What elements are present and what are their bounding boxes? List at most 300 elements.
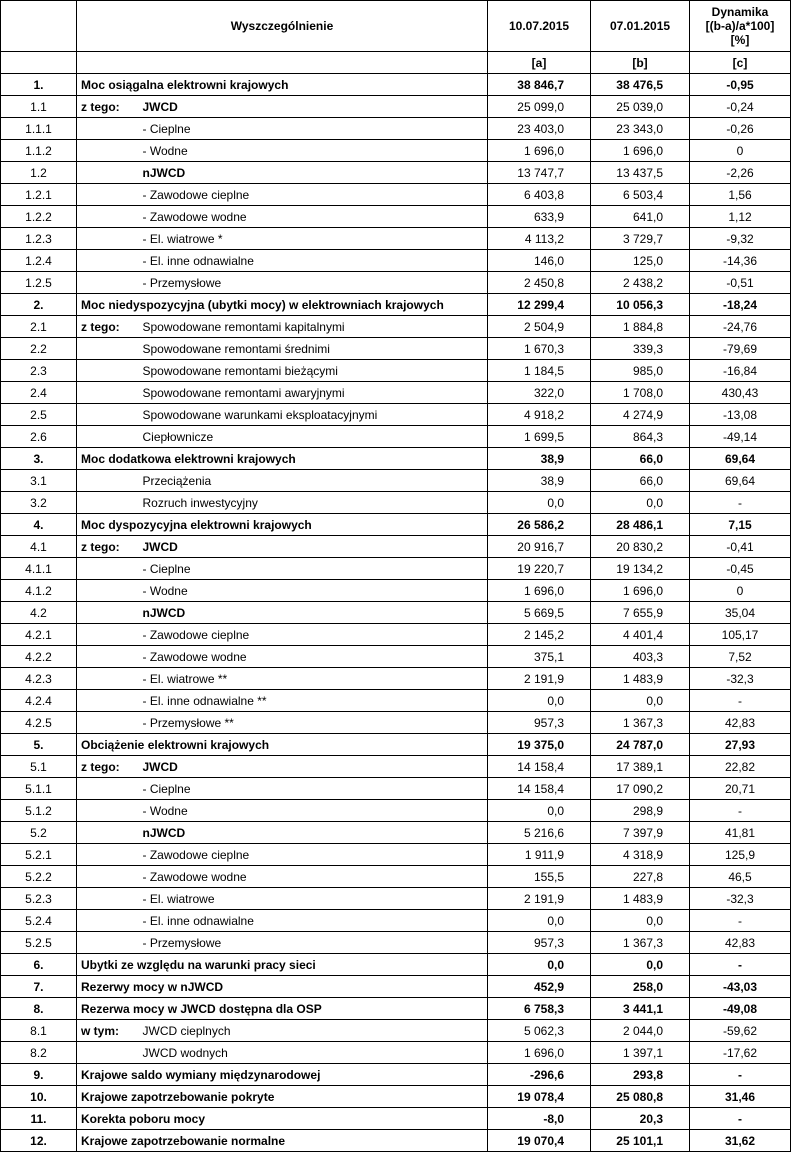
row-label: - Zawodowe wodne [139, 206, 488, 228]
value-b: 1 884,8 [591, 316, 690, 338]
row-number: 1.2.1 [1, 184, 77, 206]
table-row [1, 1086, 791, 1108]
value-a: 1 184,5 [488, 360, 591, 382]
row-qualifier [77, 822, 139, 844]
row-qualifier [77, 866, 139, 888]
table-row [1, 646, 791, 668]
value-dynamics: 125,9 [690, 844, 791, 866]
table-row [1, 822, 791, 844]
header-lp [1, 1, 77, 52]
row-qualifier: z tego: [77, 316, 139, 338]
header-dynamics-line1: Dynamika [711, 5, 769, 19]
table-row [1, 998, 791, 1020]
value-b: 13 437,5 [591, 162, 690, 184]
value-a: 2 504,9 [488, 316, 591, 338]
value-b: 4 401,4 [591, 624, 690, 646]
row-label: Spowodowane remontami średnimi [139, 338, 488, 360]
value-dynamics: - [690, 954, 791, 976]
value-dynamics: -79,69 [690, 338, 791, 360]
header-description: Wyszczególnienie [77, 1, 488, 52]
value-dynamics: -32,3 [690, 668, 791, 690]
table-row [1, 668, 791, 690]
value-a: 12 299,4 [488, 294, 591, 316]
value-b: 1 483,9 [591, 888, 690, 910]
value-a: 375,1 [488, 646, 591, 668]
value-a: 5 062,3 [488, 1020, 591, 1042]
row-qualifier [77, 602, 139, 624]
row-label: JWCD [139, 756, 488, 778]
value-b: 10 056,3 [591, 294, 690, 316]
value-dynamics: -59,62 [690, 1020, 791, 1042]
header-dynamics-line3: [%] [730, 33, 750, 47]
row-qualifier [77, 206, 139, 228]
row-number: 2.3 [1, 360, 77, 382]
value-a: 0,0 [488, 690, 591, 712]
row-label: nJWCD [139, 162, 488, 184]
value-dynamics: 20,71 [690, 778, 791, 800]
value-a: 2 450,8 [488, 272, 591, 294]
row-number: 10. [1, 1086, 77, 1108]
row-qualifier [77, 426, 139, 448]
row-label: - Zawodowe wodne [139, 646, 488, 668]
header-mark-b: [b] [591, 52, 690, 74]
row-qualifier [77, 932, 139, 954]
value-a: 14 158,4 [488, 778, 591, 800]
row-label: - Wodne [139, 140, 488, 162]
table-row [1, 272, 791, 294]
row-number: 4.2.5 [1, 712, 77, 734]
value-b: 38 476,5 [591, 74, 690, 96]
value-b: 17 389,1 [591, 756, 690, 778]
table-body [1, 74, 791, 1152]
value-b: 3 441,1 [591, 998, 690, 1020]
value-dynamics: -32,3 [690, 888, 791, 910]
value-a: 13 747,7 [488, 162, 591, 184]
header-mark-c: [c] [690, 52, 791, 74]
row-qualifier [77, 1042, 139, 1064]
table-row [1, 1130, 791, 1152]
row-number: 12. [1, 1130, 77, 1152]
value-a: 19 070,4 [488, 1130, 591, 1152]
value-b: 6 503,4 [591, 184, 690, 206]
value-b: 25 101,1 [591, 1130, 690, 1152]
value-dynamics: -0,95 [690, 74, 791, 96]
table-row [1, 910, 791, 932]
value-b: 19 134,2 [591, 558, 690, 580]
value-dynamics: 7,52 [690, 646, 791, 668]
row-number: 3.2 [1, 492, 77, 514]
row-qualifier: z tego: [77, 756, 139, 778]
value-b: 7 655,9 [591, 602, 690, 624]
value-dynamics: -14,36 [690, 250, 791, 272]
value-dynamics: -16,84 [690, 360, 791, 382]
value-a: 14 158,4 [488, 756, 591, 778]
row-qualifier [77, 382, 139, 404]
row-number: 5.2.1 [1, 844, 77, 866]
value-a: 1 696,0 [488, 140, 591, 162]
row-label: - Zawodowe cieplne [139, 624, 488, 646]
value-dynamics: 1,12 [690, 206, 791, 228]
value-b: 66,0 [591, 448, 690, 470]
value-dynamics: 69,64 [690, 470, 791, 492]
value-a: 1 911,9 [488, 844, 591, 866]
row-number: 4.2.4 [1, 690, 77, 712]
row-number: 4.2.3 [1, 668, 77, 690]
row-label: - Wodne [139, 800, 488, 822]
table-row [1, 712, 791, 734]
value-a: 0,0 [488, 910, 591, 932]
value-b: 0,0 [591, 492, 690, 514]
row-label: Krajowe zapotrzebowanie normalne [77, 1130, 488, 1152]
value-a: 38,9 [488, 470, 591, 492]
row-label: Przeciążenia [139, 470, 488, 492]
row-qualifier [77, 338, 139, 360]
value-b: 985,0 [591, 360, 690, 382]
value-a: 6 403,8 [488, 184, 591, 206]
row-qualifier [77, 800, 139, 822]
row-number: 1.2 [1, 162, 77, 184]
table-row [1, 338, 791, 360]
row-number: 5.2.4 [1, 910, 77, 932]
value-b: 339,3 [591, 338, 690, 360]
row-label: Spowodowane remontami bieżącymi [139, 360, 488, 382]
row-label: Rezerwy mocy w nJWCD [77, 976, 488, 998]
row-number: 7. [1, 976, 77, 998]
value-b: 66,0 [591, 470, 690, 492]
value-dynamics: - [690, 492, 791, 514]
row-label: - Przemysłowe [139, 272, 488, 294]
value-b: 1 708,0 [591, 382, 690, 404]
value-a: 957,3 [488, 712, 591, 734]
value-b: 1 397,1 [591, 1042, 690, 1064]
row-label: - El. wiatrowe ** [139, 668, 488, 690]
row-qualifier [77, 844, 139, 866]
table-row [1, 1108, 791, 1130]
value-b: 298,9 [591, 800, 690, 822]
value-a: 155,5 [488, 866, 591, 888]
row-qualifier [77, 646, 139, 668]
value-b: 0,0 [591, 910, 690, 932]
table-row [1, 690, 791, 712]
table-row [1, 756, 791, 778]
value-b: 403,3 [591, 646, 690, 668]
value-dynamics: - [690, 800, 791, 822]
value-dynamics: -0,26 [690, 118, 791, 140]
value-dynamics: 42,83 [690, 712, 791, 734]
row-number: 3. [1, 448, 77, 470]
value-a: 5 669,5 [488, 602, 591, 624]
value-dynamics: -43,03 [690, 976, 791, 998]
value-b: 2 044,0 [591, 1020, 690, 1042]
value-a: 1 699,5 [488, 426, 591, 448]
table-row [1, 514, 791, 536]
value-dynamics: 0 [690, 580, 791, 602]
row-label: JWCD cieplnych [139, 1020, 488, 1042]
row-qualifier [77, 492, 139, 514]
table-row [1, 470, 791, 492]
row-number: 1.1.1 [1, 118, 77, 140]
row-number: 8.1 [1, 1020, 77, 1042]
value-a: 322,0 [488, 382, 591, 404]
value-a: 6 758,3 [488, 998, 591, 1020]
row-number: 4.1 [1, 536, 77, 558]
row-number: 6. [1, 954, 77, 976]
table-row [1, 250, 791, 272]
table-row [1, 184, 791, 206]
value-b: 4 318,9 [591, 844, 690, 866]
value-a: 26 586,2 [488, 514, 591, 536]
table-row [1, 448, 791, 470]
value-a: 1 696,0 [488, 1042, 591, 1064]
value-a: 19 375,0 [488, 734, 591, 756]
value-dynamics: - [690, 1064, 791, 1086]
value-a: 23 403,0 [488, 118, 591, 140]
value-dynamics: -0,41 [690, 536, 791, 558]
value-a: 19 220,7 [488, 558, 591, 580]
value-dynamics: 7,15 [690, 514, 791, 536]
table-row [1, 558, 791, 580]
table-row [1, 1064, 791, 1086]
row-number: 2.1 [1, 316, 77, 338]
value-dynamics: - [690, 1108, 791, 1130]
row-number: 5.1.1 [1, 778, 77, 800]
value-a: 633,9 [488, 206, 591, 228]
row-qualifier: w tym: [77, 1020, 139, 1042]
value-dynamics: -24,76 [690, 316, 791, 338]
value-dynamics: -13,08 [690, 404, 791, 426]
table-row [1, 976, 791, 998]
value-b: 24 787,0 [591, 734, 690, 756]
value-a: 0,0 [488, 954, 591, 976]
value-a: 2 191,9 [488, 888, 591, 910]
row-qualifier [77, 162, 139, 184]
row-number: 4.2.2 [1, 646, 77, 668]
row-label: - Cieplne [139, 118, 488, 140]
row-number: 8. [1, 998, 77, 1020]
table-row [1, 404, 791, 426]
row-label: Moc dodatkowa elektrowni krajowych [77, 448, 488, 470]
value-a: 2 191,9 [488, 668, 591, 690]
value-b: 20,3 [591, 1108, 690, 1130]
value-b: 293,8 [591, 1064, 690, 1086]
row-number: 2.6 [1, 426, 77, 448]
value-a: -8,0 [488, 1108, 591, 1130]
row-number: 2.4 [1, 382, 77, 404]
table-row [1, 536, 791, 558]
row-label: nJWCD [139, 822, 488, 844]
row-number: 5.2.5 [1, 932, 77, 954]
value-b: 25 039,0 [591, 96, 690, 118]
table-row [1, 888, 791, 910]
value-a: -296,6 [488, 1064, 591, 1086]
row-number: 5. [1, 734, 77, 756]
row-label: JWCD [139, 96, 488, 118]
row-number: 4.2.1 [1, 624, 77, 646]
table-row [1, 96, 791, 118]
row-qualifier [77, 272, 139, 294]
row-label: Rozruch inwestycyjny [139, 492, 488, 514]
value-b: 125,0 [591, 250, 690, 272]
value-dynamics: 42,83 [690, 932, 791, 954]
value-a: 19 078,4 [488, 1086, 591, 1108]
table-row [1, 162, 791, 184]
value-dynamics: -0,51 [690, 272, 791, 294]
row-qualifier [77, 118, 139, 140]
row-label: - Wodne [139, 580, 488, 602]
value-dynamics: -49,08 [690, 998, 791, 1020]
value-dynamics: 35,04 [690, 602, 791, 624]
row-label: - El. wiatrowe [139, 888, 488, 910]
table-row [1, 228, 791, 250]
row-label: Ubytki ze względu na warunki pracy sieci [77, 954, 488, 976]
row-qualifier: z tego: [77, 96, 139, 118]
value-a: 38 846,7 [488, 74, 591, 96]
value-dynamics: 0 [690, 140, 791, 162]
row-qualifier [77, 470, 139, 492]
row-label: Korekta poboru mocy [77, 1108, 488, 1130]
row-label: - Cieplne [139, 778, 488, 800]
value-dynamics: 430,43 [690, 382, 791, 404]
row-label: Moc dyspozycyjna elektrowni krajowych [77, 514, 488, 536]
value-b: 1 367,3 [591, 712, 690, 734]
value-b: 23 343,0 [591, 118, 690, 140]
value-b: 0,0 [591, 690, 690, 712]
row-number: 5.1 [1, 756, 77, 778]
row-label: - Zawodowe wodne [139, 866, 488, 888]
row-label: Spowodowane warunkami eksploatacyjnymi [139, 404, 488, 426]
table-row [1, 932, 791, 954]
row-label: nJWCD [139, 602, 488, 624]
row-qualifier [77, 668, 139, 690]
row-label: - Zawodowe cieplne [139, 184, 488, 206]
row-number: 5.2.2 [1, 866, 77, 888]
value-dynamics: 31,46 [690, 1086, 791, 1108]
row-qualifier [77, 140, 139, 162]
row-qualifier [77, 712, 139, 734]
row-qualifier [77, 690, 139, 712]
row-qualifier [77, 404, 139, 426]
value-b: 641,0 [591, 206, 690, 228]
row-qualifier [77, 184, 139, 206]
value-dynamics: -17,62 [690, 1042, 791, 1064]
row-number: 4.1.2 [1, 580, 77, 602]
row-number: 11. [1, 1108, 77, 1130]
row-label: Krajowe zapotrzebowanie pokryte [77, 1086, 488, 1108]
value-dynamics: 46,5 [690, 866, 791, 888]
row-number: 2. [1, 294, 77, 316]
row-number: 5.2.3 [1, 888, 77, 910]
row-label: Rezerwa mocy w JWCD dostępna dla OSP [77, 998, 488, 1020]
row-qualifier: z tego: [77, 536, 139, 558]
table-row [1, 74, 791, 96]
value-a: 4 113,2 [488, 228, 591, 250]
row-label: JWCD [139, 536, 488, 558]
table-row [1, 492, 791, 514]
value-b: 1 696,0 [591, 580, 690, 602]
value-dynamics: -49,14 [690, 426, 791, 448]
value-a: 146,0 [488, 250, 591, 272]
header-sub-description [77, 52, 488, 74]
row-label: Krajowe saldo wymiany międzynarodowej [77, 1064, 488, 1086]
value-b: 1 483,9 [591, 668, 690, 690]
row-label: Moc niedyspozycyjna (ubytki mocy) w elektrowniach krajowych [77, 294, 488, 316]
header-dynamics [690, 1, 791, 52]
table-row [1, 844, 791, 866]
value-a: 452,9 [488, 976, 591, 998]
value-b: 25 080,8 [591, 1086, 690, 1108]
row-label: - Cieplne [139, 558, 488, 580]
value-a: 0,0 [488, 492, 591, 514]
row-number: 5.2 [1, 822, 77, 844]
row-number: 1.2.5 [1, 272, 77, 294]
header-sub-lp [1, 52, 77, 74]
row-number: 5.1.2 [1, 800, 77, 822]
value-dynamics: 27,93 [690, 734, 791, 756]
row-number: 1. [1, 74, 77, 96]
value-a: 5 216,6 [488, 822, 591, 844]
row-label: - Przemysłowe [139, 932, 488, 954]
value-dynamics: 31,62 [690, 1130, 791, 1152]
table-row [1, 602, 791, 624]
value-dynamics: 69,64 [690, 448, 791, 470]
header-mark-a: [a] [488, 52, 591, 74]
row-qualifier [77, 580, 139, 602]
row-qualifier [77, 250, 139, 272]
value-a: 1 696,0 [488, 580, 591, 602]
table-row [1, 734, 791, 756]
row-qualifier [77, 558, 139, 580]
value-a: 38,9 [488, 448, 591, 470]
value-a: 20 916,7 [488, 536, 591, 558]
value-b: 2 438,2 [591, 272, 690, 294]
table-row [1, 316, 791, 338]
value-dynamics: 105,17 [690, 624, 791, 646]
value-b: 227,8 [591, 866, 690, 888]
value-a: 25 099,0 [488, 96, 591, 118]
row-label: Moc osiągalna elektrowni krajowych [77, 74, 488, 96]
header-date-b: 07.01.2015 [591, 1, 690, 52]
value-dynamics: 22,82 [690, 756, 791, 778]
row-qualifier [77, 228, 139, 250]
value-a: 1 670,3 [488, 338, 591, 360]
row-label: Ciepłownicze [139, 426, 488, 448]
row-number: 1.2.2 [1, 206, 77, 228]
row-number: 8.2 [1, 1042, 77, 1064]
table-row [1, 1020, 791, 1042]
value-b: 28 486,1 [591, 514, 690, 536]
value-b: 0,0 [591, 954, 690, 976]
row-number: 1.2.3 [1, 228, 77, 250]
table-row [1, 778, 791, 800]
table-row [1, 426, 791, 448]
row-label: - El. inne odnawialne [139, 250, 488, 272]
row-number: 2.5 [1, 404, 77, 426]
value-dynamics: -0,24 [690, 96, 791, 118]
row-label: - El. inne odnawialne ** [139, 690, 488, 712]
table-row [1, 1042, 791, 1064]
value-b: 864,3 [591, 426, 690, 448]
value-b: 20 830,2 [591, 536, 690, 558]
value-dynamics: 41,81 [690, 822, 791, 844]
row-label: - Przemysłowe ** [139, 712, 488, 734]
row-label: Spowodowane remontami kapitalnymi [139, 316, 488, 338]
value-b: 1 696,0 [591, 140, 690, 162]
table-row [1, 206, 791, 228]
table-row [1, 294, 791, 316]
table-row [1, 360, 791, 382]
table-row [1, 580, 791, 602]
value-dynamics: - [690, 690, 791, 712]
